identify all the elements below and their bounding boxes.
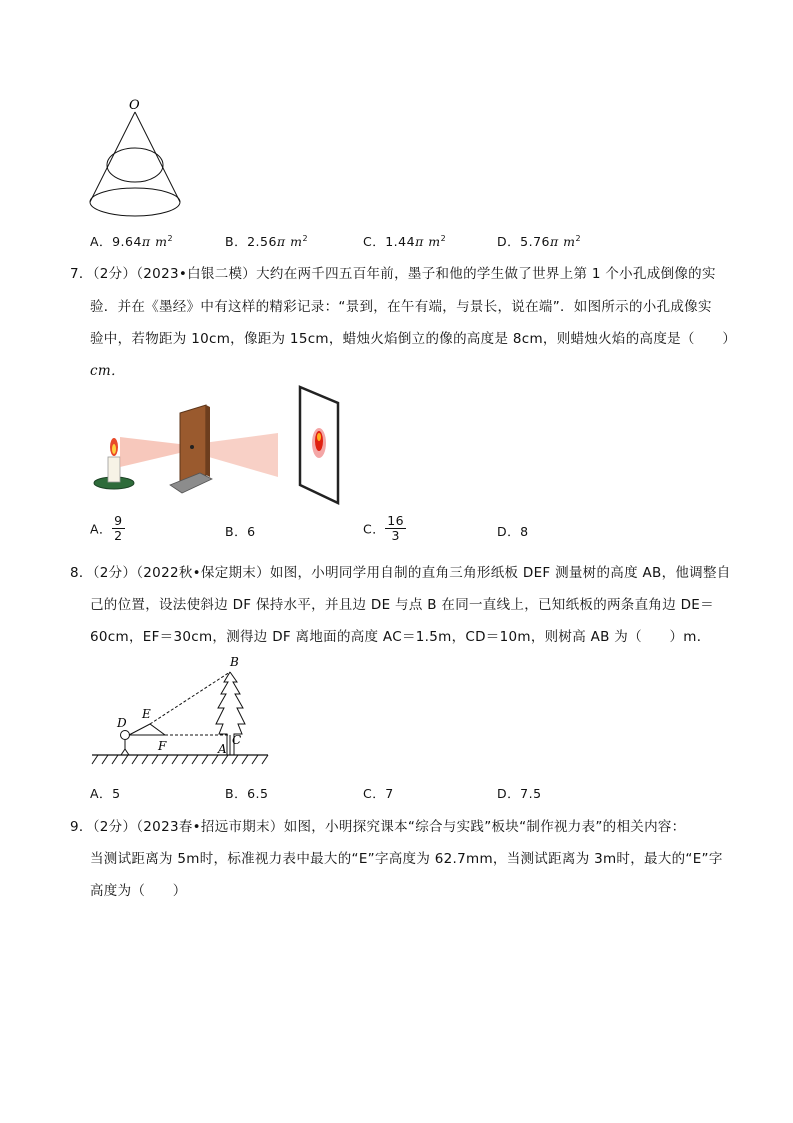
label-d: D (117, 716, 127, 730)
q8-option-a[interactable]: A．5 (90, 786, 121, 801)
light-beam-left (120, 437, 188, 467)
q7-line-3: 验中，若物距为 10cm，像距为 15cm，蜡烛火焰倒立的像的高度是 8cm，则蜡烛火焰的高度是（ ） (90, 331, 737, 347)
q8-option-c[interactable]: C．7 (363, 786, 394, 801)
label-c: C (232, 733, 242, 747)
candle-flame-core (112, 444, 116, 454)
q9-line-2: 当测试距离为 5m时，标准视力表中最大的“E”字高度为 62.7mm，当测试距离为 3m时，最大的“E”字 (90, 851, 723, 867)
q7-option-a[interactable]: A． $\frac{9}{2}$ (90, 513, 123, 543)
pinhole (190, 445, 194, 449)
sight-line-db (150, 672, 230, 724)
label-a: A (218, 742, 227, 756)
pinhole-board-side (206, 405, 210, 477)
tree-measurement-figure (88, 652, 278, 770)
q7-option-c[interactable]: C． $\frac{16}{3}$ (363, 513, 405, 543)
q9-line-1: 9．（2分）（2023春•招远市期末）如图，小明探究课本“综合与实践”板块“制作视力表”的相关内容： (70, 819, 686, 835)
pinhole-board (180, 405, 206, 483)
q7-line-2: 验．并在《墨经》中有这样的精彩记录：“景到，在午有端，与景长，说在端”．如图所示的小孔成像实 (90, 299, 712, 315)
pinhole-figure (88, 385, 343, 505)
person-head (121, 731, 130, 740)
q9-line-3: 高度为（ ） (90, 883, 187, 899)
q6-option-d[interactable]: D．5.76π $m^2$ (497, 233, 582, 249)
cone-apex-label: O (129, 98, 140, 113)
candle-body (108, 457, 120, 482)
q8-option-d[interactable]: D．7.5 (497, 786, 542, 801)
q8-line-1: 8．（2分）（2022秋•保定期末）如图，小明同学用自制的直角三角形纸板 DEF 测量树的高度 AB，他调整自 (70, 565, 731, 581)
cone-base (90, 188, 180, 216)
label-f: F (158, 739, 167, 753)
ground-hatching (92, 755, 268, 764)
q6-option-a[interactable]: A．9.64π $m^2$ (90, 233, 174, 249)
label-e: E (142, 707, 151, 721)
person-leg-right (125, 749, 129, 755)
q7-option-d[interactable]: D．8 (497, 524, 529, 539)
cone-figure (85, 95, 190, 220)
q7-line-4: cm． (90, 363, 125, 379)
triangle-def (129, 724, 165, 735)
q8-option-b[interactable]: B．6.5 (225, 786, 269, 801)
inner-sphere (107, 148, 163, 182)
q7-option-b[interactable]: B．6 (225, 524, 256, 539)
q6-option-c[interactable]: C．1.44π $m^2$ (363, 233, 447, 249)
q8-line-3: 60cm，EF＝30cm，测得边 DF 离地面的高度 AC＝1.5m，CD＝10m，则树高 AB 为（ ）m． (90, 629, 711, 645)
label-b: B (230, 655, 239, 669)
screen-image-core (317, 433, 321, 441)
q8-line-2: 己的位置，设法使斜边 DF 保持水平，并且边 DE 与点 B 在同一直线上，已知纸板的两条直角边 DE＝ (90, 597, 714, 613)
q7-line-1: 7．（2分）（2023•白银二模）大约在两千四五百年前，墨子和他的学生做了世界上第 1 个小孔成倒像的实 (70, 266, 716, 282)
person-leg-left (121, 749, 125, 755)
q6-option-b[interactable]: B．2.56π $m^2$ (225, 233, 309, 249)
